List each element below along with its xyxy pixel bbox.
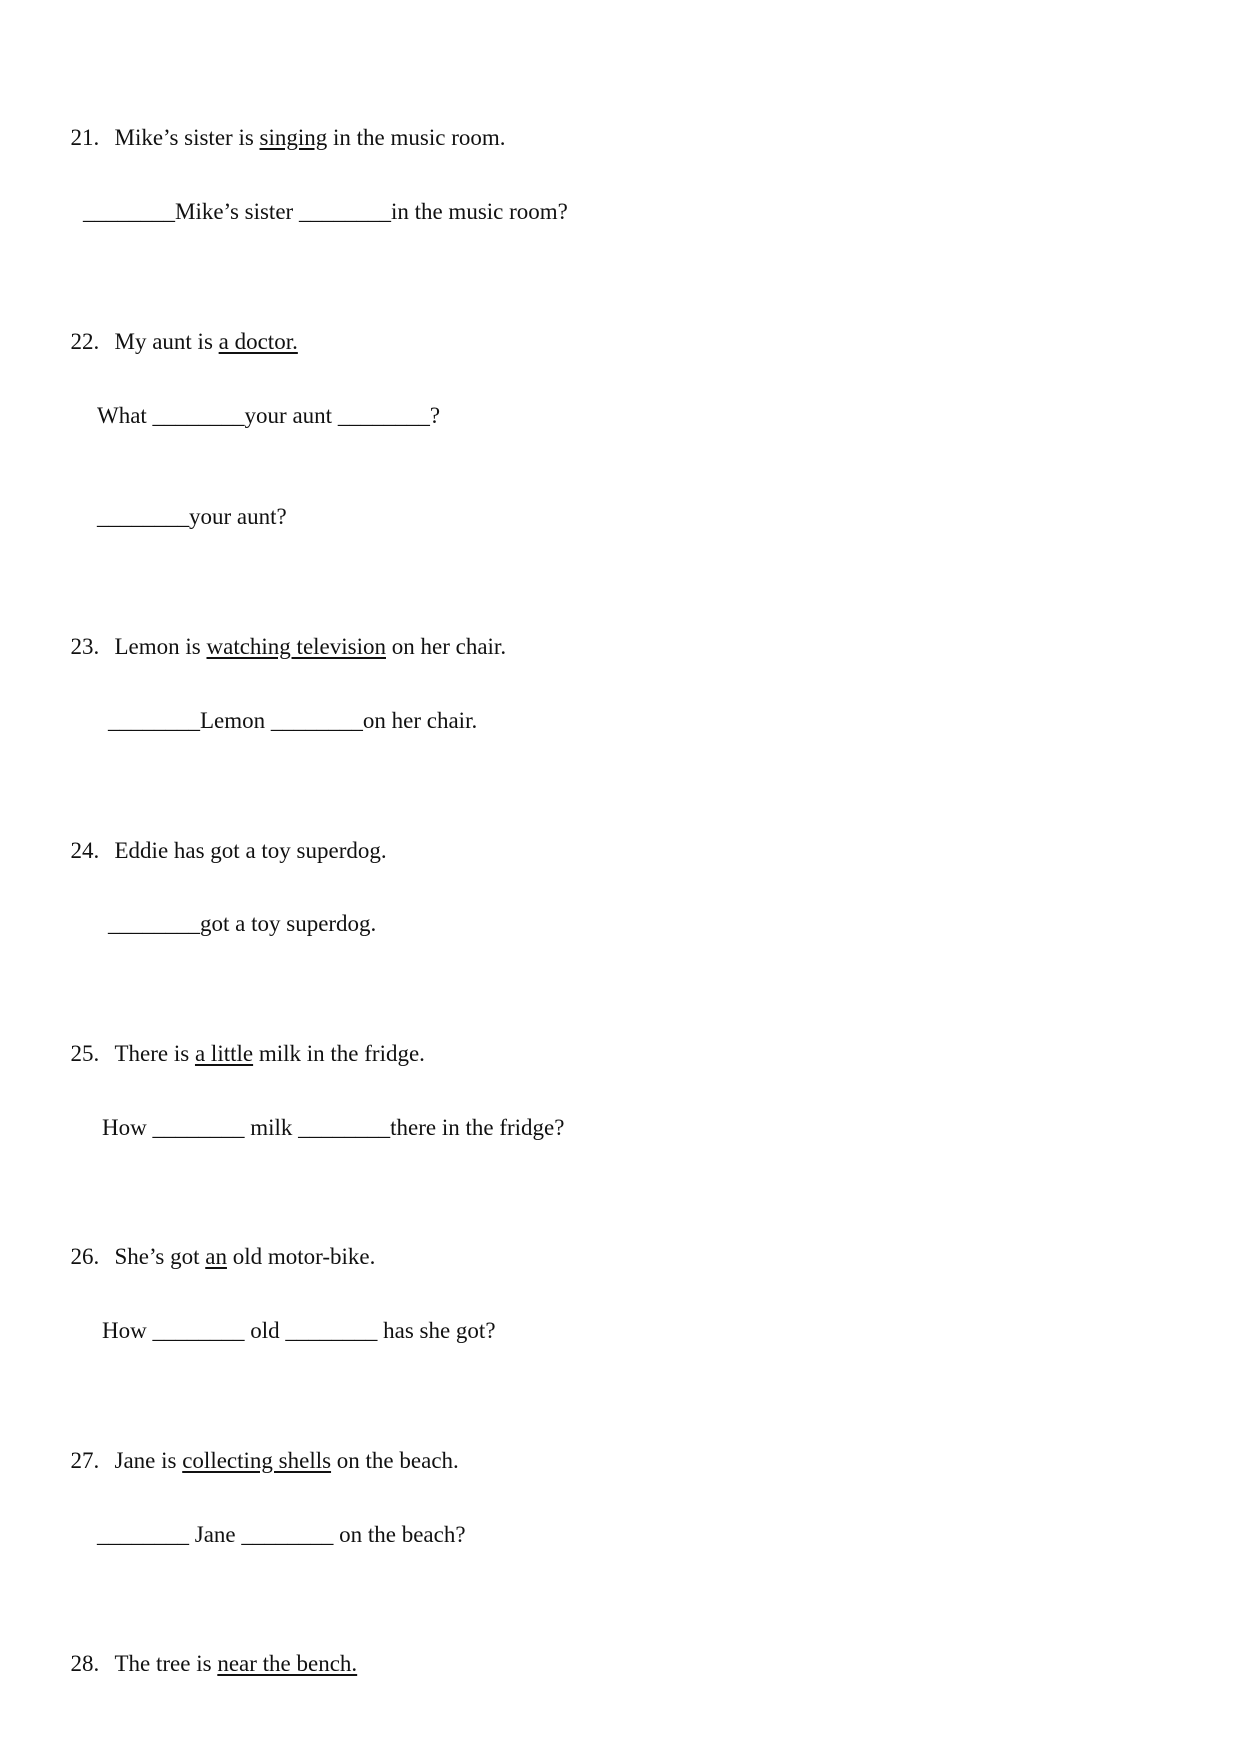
sentence-text: My aunt is	[114, 329, 219, 354]
question-23	[59, 605, 506, 661]
question-number: 26.	[70, 1244, 100, 1269]
underlined-phrase: collecting shells	[182, 1448, 332, 1473]
underlined-phrase: an	[205, 1244, 227, 1269]
sentence-text: The tree is	[114, 1651, 218, 1676]
answer-line-23: ________Lemon ________on her chair.	[108, 708, 478, 733]
question-21	[59, 96, 506, 152]
sentence-text: Lemon is	[114, 634, 207, 659]
question-number: 23.	[70, 634, 100, 659]
sentence-text: on her chair.	[386, 634, 507, 659]
underlined-phrase: near the bench.	[217, 1651, 358, 1676]
question-27	[59, 1419, 459, 1475]
question-number: 24.	[70, 838, 100, 863]
answer-line-22a: What ________your aunt ________?	[97, 403, 441, 428]
question-24	[59, 809, 387, 865]
sentence-text: in the music room.	[327, 125, 506, 150]
answer-line-26: How ________ old ________ has she got?	[102, 1318, 496, 1343]
sentence-text: on the beach.	[331, 1448, 459, 1473]
answer-line-25: How ________ milk ________there in the fridge?	[102, 1115, 565, 1140]
sentence-text: There is	[114, 1041, 195, 1066]
question-number: 28.	[70, 1651, 100, 1676]
answer-line-21: ________Mike’s sister ________in the music room?	[83, 199, 568, 224]
question-number: 27.	[70, 1448, 100, 1473]
answer-line-27: ________ Jane ________ on the beach?	[97, 1522, 466, 1547]
sentence-text: She’s got	[114, 1244, 206, 1269]
sentence-text: Jane is	[114, 1448, 183, 1473]
underlined-phrase: watching television	[206, 634, 386, 659]
question-number: 22.	[70, 329, 100, 354]
question-22	[59, 300, 298, 356]
sentence-text: old motor-bike.	[226, 1244, 376, 1269]
question-28	[59, 1622, 357, 1678]
underlined-phrase: singing	[259, 125, 328, 150]
question-26	[59, 1215, 375, 1271]
question-number: 25.	[70, 1041, 100, 1066]
sentence-text: Eddie has got a toy superdog.	[114, 838, 387, 863]
underlined-phrase: a little	[194, 1041, 254, 1066]
underlined-phrase: a doctor.	[218, 329, 298, 354]
answer-line-24: ________got a toy superdog.	[108, 911, 377, 936]
sentence-text: Mike’s sister is	[114, 125, 260, 150]
answer-line-22b: ________your aunt?	[97, 504, 287, 529]
sentence-text: milk in the fridge.	[253, 1041, 425, 1066]
question-25	[59, 1012, 425, 1068]
question-number: 21.	[70, 125, 100, 150]
